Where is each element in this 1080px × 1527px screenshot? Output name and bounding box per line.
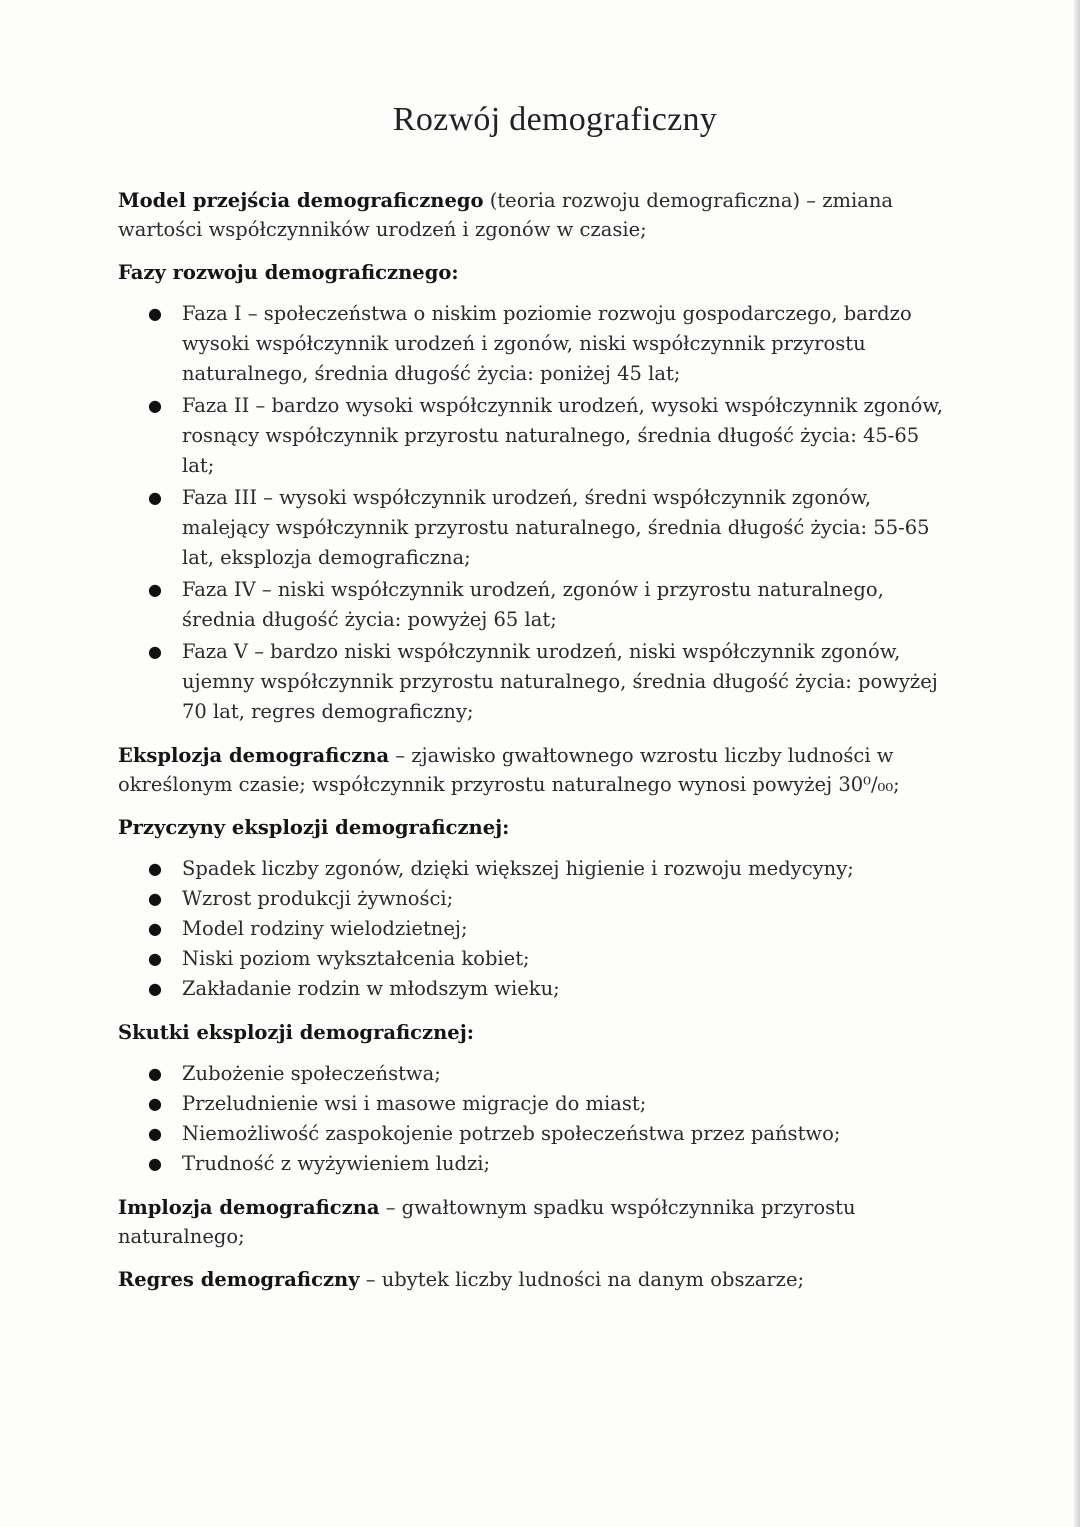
list-item [148,884,948,914]
effect-text: Przeludnienie wsi i masowe migracje do miast; [182,1092,647,1115]
list-item [148,914,948,944]
list-item [148,637,948,727]
causes-heading: Przyczyny eksplozji demograficznej: [118,816,510,839]
effects-heading: Skutki eksplozji demograficznej: [118,1021,474,1044]
causes-list [118,854,948,1004]
page-title: Rozwój demograficzny [392,100,718,138]
explosion-term: Eksplozja demograficzna [118,744,390,767]
list-item [148,1059,948,1089]
effect-text: Zubożenie społeczeństwa; [182,1062,441,1085]
cause-text: Spadek liczby zgonów, dzięki większej higienie i rozwoju medycyny; [182,857,854,880]
bullet-icon: ● [148,642,162,661]
bullet-icon: ● [148,919,162,938]
bullet-icon: ● [148,949,162,968]
implosion-term: Implozja demograficzna [118,1196,380,1219]
model-definition [118,186,948,244]
bullet-icon: ● [148,889,162,908]
bullet-icon: ● [148,396,162,415]
implosion-definition [118,1193,948,1251]
list-item [148,483,948,573]
list-item [148,854,948,884]
cause-text: Zakładanie rodzin w młodszym wieku; [182,977,560,1000]
list-item [148,944,948,974]
effect-text: Niemożliwość zaspokojenie potrzeb społeczeństwa przez państwo; [182,1122,841,1145]
list-item [148,391,948,481]
cause-text: Niski poziom wykształcenia kobiet; [182,947,530,970]
list-item [148,1089,948,1119]
effect-text: Trudność z wyżywieniem ludzi; [182,1152,491,1175]
bullet-icon: ● [148,580,162,599]
list-item [148,1119,948,1149]
explosion-definition-text: – zjawisko gwałtownego wzrostu liczby ludności w określonym czasie; współczynnik przyrostu naturalnego wynosi powyżej 30⁰/₀₀; [118,744,900,796]
model-definition-text: (teoria rozwoju demograficzna) – zmiana wartości współczynników urodzeń i zgonów w czasie; [118,189,894,241]
phase-2-text: Faza II – bardzo wysoki współczynnik urodzeń, wysoki współczynnik zgonów, rosnący współczynnik przyrostu naturalnego, średnia długość życia: 45-65 lat; [182,394,943,477]
bullet-icon: ● [148,859,162,878]
bullet-icon: ● [148,1094,162,1113]
explosion-definition [118,741,948,799]
implosion-definition-text: – gwałtownym spadku współczynnika przyrostu naturalnego; [118,1196,856,1248]
phase-3-text: Faza III – wysoki współczynnik urodzeń, średni współczynnik zgonów, malejący współczynnik przyrostu naturalnego, średnia długość życia: 55-65 lat, eksplozja demograficzna; [182,486,930,569]
phases-heading: Fazy rozwoju demograficznego: [118,261,459,284]
model-term: Model przejścia demograficznego [118,189,484,212]
list-item [148,974,948,1004]
phase-1-text: Faza I – społeczeństwa o niskim poziomie rozwoju gospodarczego, bardzo wysoki współczynnik urodzeń i zgonów, niski współczynnik przyrostu naturalnego, średnia długość życia: poniżej 45 lat; [182,302,912,385]
list-item [148,299,948,389]
phase-5-text: Faza V – bardzo niski współczynnik urodzeń, niski współczynnik zgonów, ujemny współczynnik przyrostu naturalnego, średnia długość życia: powyżej 70 lat, regres demograficzny; [182,640,938,723]
cause-text: Wzrost produkcji żywności; [182,887,454,910]
regress-definition [118,1265,948,1294]
regress-term: Regres demograficzny [118,1268,360,1291]
effects-list [118,1059,948,1179]
bullet-icon: ● [148,488,162,507]
phase-4-text: Faza IV – niski współczynnik urodzeń, zgonów i przyrostu naturalnego, średnia długość życia: powyżej 65 lat; [182,578,884,631]
bullet-icon: ● [148,1154,162,1173]
bullet-icon: ● [148,979,162,998]
phases-list [118,299,948,727]
bullet-icon: ● [148,1064,162,1083]
list-item [148,1149,948,1179]
regress-definition-text: – ubytek liczby ludności na danym obszarze; [359,1268,805,1291]
bullet-icon: ● [148,1124,162,1143]
scan-edge-shadow [1074,0,1080,1527]
bullet-icon: ● [148,304,162,323]
list-item [148,575,948,635]
document-body [118,186,948,1308]
cause-text: Model rodziny wielodzietnej; [182,917,468,940]
